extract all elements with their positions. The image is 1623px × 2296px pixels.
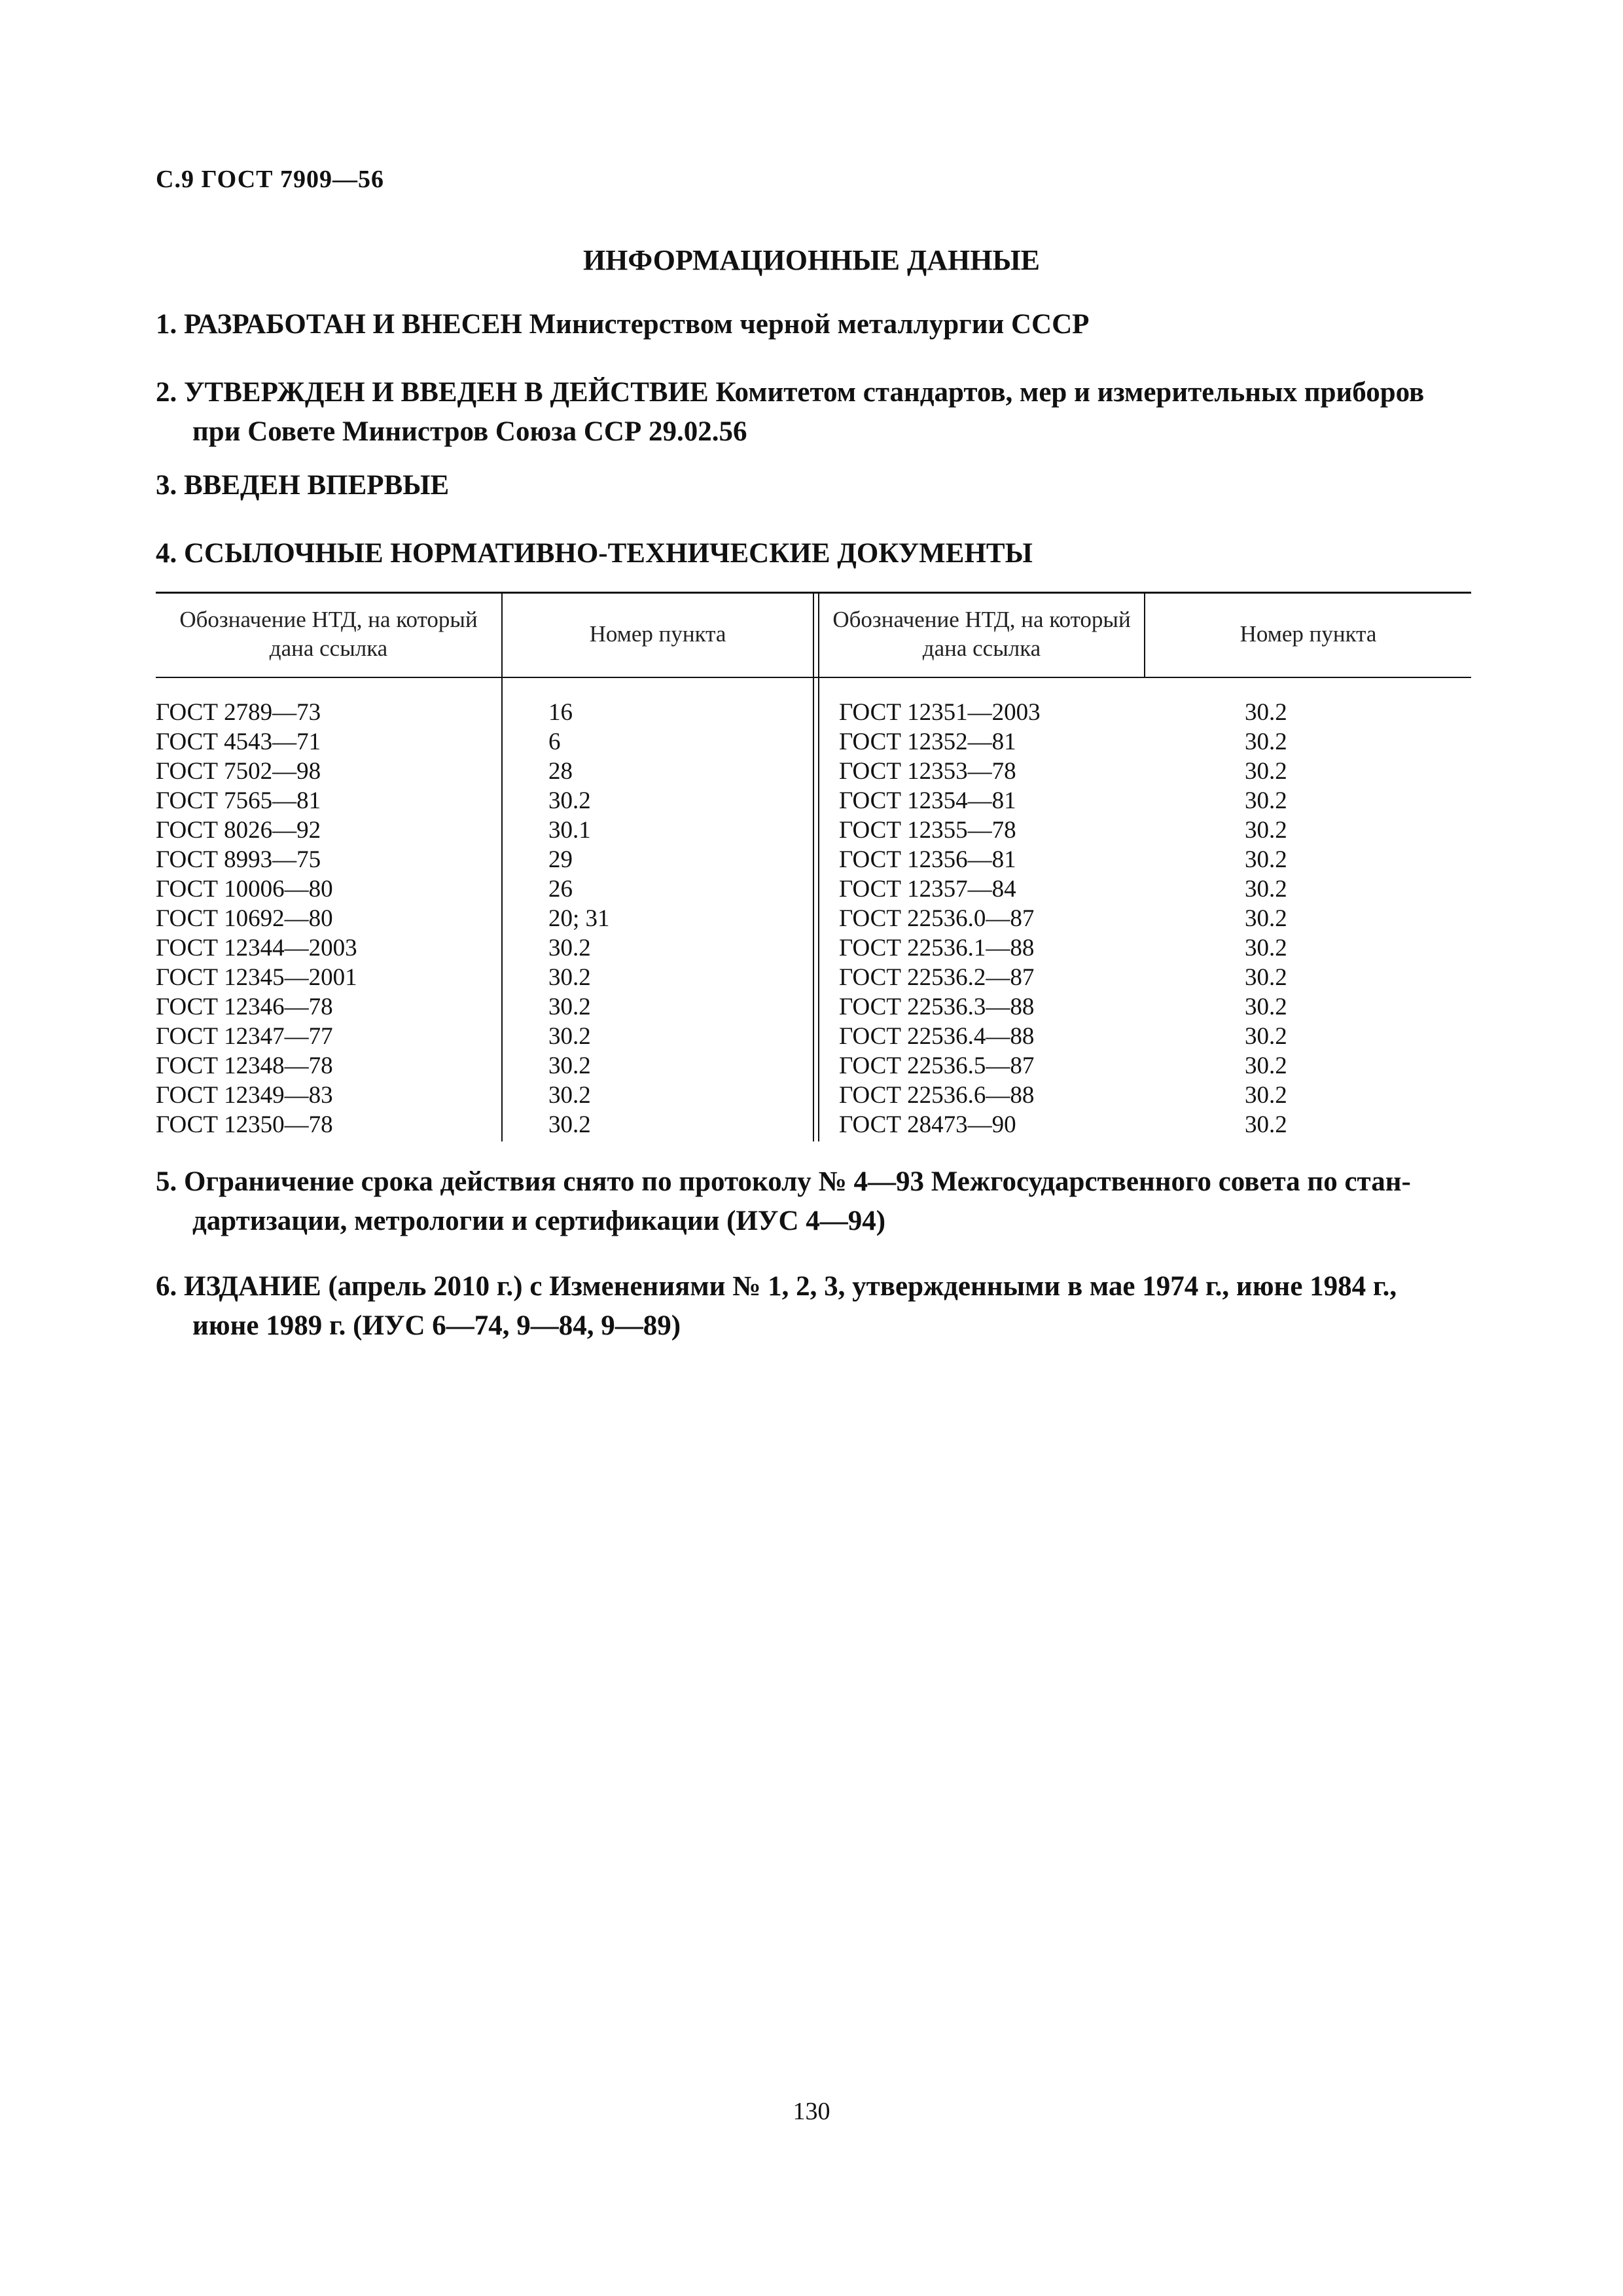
table-cell: ГОСТ 12346—78 (156, 994, 333, 1020)
table-cell: 20; 31 (548, 905, 610, 932)
col-right-doc (839, 698, 1041, 1139)
table-cell: 30.2 (548, 1023, 591, 1050)
section-5 (156, 1162, 1471, 1241)
table-cell: ГОСТ 12352—81 (839, 728, 1016, 755)
table-cell: 30.2 (1245, 817, 1287, 844)
section-1-text: Министерством черной металлургии СССР (522, 309, 1090, 340)
section-1 (156, 305, 1471, 344)
table-cell: 30.2 (1245, 905, 1287, 932)
page-number: 130 (793, 2098, 830, 2125)
table-cell: 30.2 (1245, 1111, 1287, 1138)
section-6-line2: июне 1989 г. (ИУС 6—74, 9—84, 9—89) (192, 1310, 681, 1341)
table-cell: 16 (548, 699, 573, 726)
table-cell: ГОСТ 22536.3—88 (839, 994, 1035, 1020)
table-cell: 30.2 (1245, 758, 1287, 785)
table-cell: 28 (548, 758, 573, 785)
table-divider (501, 592, 503, 1141)
table-cell: 30.2 (1245, 699, 1287, 726)
table-cell: 30.2 (548, 1052, 591, 1079)
table-cell: ГОСТ 7565—81 (156, 787, 321, 814)
table-cell: ГОСТ 22536.5—87 (839, 1052, 1035, 1079)
header-point-left: Номер пункта (589, 621, 726, 647)
page-header: С.9 ГОСТ 7909—56 (156, 166, 384, 193)
table-cell: ГОСТ 2789—73 (156, 699, 321, 726)
table-cell: 30.2 (1245, 994, 1287, 1020)
table-divider (818, 592, 819, 1141)
table-cell: 29 (548, 846, 573, 873)
section-4 (156, 534, 1471, 573)
section-2-lead: 2. УТВЕРЖДЕН И ВВЕДЕН В ДЕЙСТВИЕ (156, 377, 709, 408)
table-cell: 26 (548, 876, 573, 903)
table-cell: 30.2 (1245, 787, 1287, 814)
table-cell: ГОСТ 22536.2—87 (839, 964, 1035, 991)
header-point-right: Номер пункта (1240, 621, 1377, 647)
section-5-line1: 5. Ограничение срока действия снято по протоколу № 4—93 Межгосударственного совета по стан- (156, 1166, 1411, 1197)
table-cell: 30.2 (548, 1111, 591, 1138)
table-cell: 30.2 (1245, 1082, 1287, 1109)
table-cell: ГОСТ 12353—78 (839, 758, 1016, 785)
table-cell: ГОСТ 10006—80 (156, 876, 333, 903)
table-cell: 30.2 (548, 964, 591, 991)
table-cell: ГОСТ 8026—92 (156, 817, 321, 844)
table-cell: ГОСТ 12348—78 (156, 1052, 333, 1079)
table-cell: ГОСТ 12356—81 (839, 846, 1016, 873)
section-5-line2: дартизации, метрологии и сертификации (ИУС 4—94) (192, 1206, 886, 1236)
table-cell: ГОСТ 12347—77 (156, 1023, 333, 1050)
header-doc-right: Обозначение НТД, на который дана ссылка (832, 607, 1131, 661)
table-cell: ГОСТ 4543—71 (156, 728, 321, 755)
table-cell: ГОСТ 22536.6—88 (839, 1082, 1035, 1109)
table-cell: 30.2 (548, 1082, 591, 1109)
table-cell: 30.2 (1245, 876, 1287, 903)
table-cell: 30.1 (548, 817, 591, 844)
section-1-lead: 1. РАЗРАБОТАН И ВНЕСЕН (156, 309, 522, 340)
section-6-line1: 6. ИЗДАНИЕ (апрель 2010 г.) с Изменениями № 1, 2, 3, утвержденными в мае 1974 г., июне 1984 г., (156, 1271, 1397, 1302)
table-cell: 30.2 (1245, 846, 1287, 873)
table-cell: 30.2 (1245, 1052, 1287, 1079)
table-cell: 6 (548, 728, 561, 755)
section-2-text: Комитетом стандартов, мер и измерительных приборов (708, 377, 1425, 408)
table-cell: ГОСТ 12349—83 (156, 1082, 333, 1109)
table-cell: ГОСТ 22536.0—87 (839, 905, 1035, 932)
table-cell: ГОСТ 12355—78 (839, 817, 1016, 844)
section-4-lead: 4. ССЫЛОЧНЫЕ НОРМАТИВНО-ТЕХНИЧЕСКИЕ ДОКУМЕНТЫ (156, 538, 1033, 569)
table-cell: ГОСТ 28473—90 (839, 1111, 1016, 1138)
section-6 (156, 1267, 1471, 1346)
table-cell: 30.2 (548, 787, 591, 814)
table-cell: 30.2 (1245, 935, 1287, 961)
section-2 (156, 373, 1471, 452)
table-cell: 30.2 (548, 935, 591, 961)
table-cell: ГОСТ 10692—80 (156, 905, 333, 932)
table-cell: ГОСТ 22536.1—88 (839, 935, 1035, 961)
table-cell: 30.2 (1245, 1023, 1287, 1050)
table-cell: ГОСТ 12350—78 (156, 1111, 333, 1138)
section-3-lead: 3. ВВЕДЕН ВПЕРВЫЕ (156, 470, 450, 501)
table-divider (813, 592, 814, 1141)
section-3 (156, 466, 1471, 505)
table-cell: ГОСТ 12351—2003 (839, 699, 1041, 726)
references-table (156, 592, 1471, 1141)
col-left-point (548, 698, 610, 1139)
table-cell: ГОСТ 12354—81 (839, 787, 1016, 814)
table-cell: ГОСТ 12345—2001 (156, 964, 357, 991)
table-cell: ГОСТ 12344—2003 (156, 935, 357, 961)
table-cell: 30.2 (1245, 964, 1287, 991)
col-right-point (1245, 698, 1287, 1139)
table-cell: ГОСТ 22536.4—88 (839, 1023, 1035, 1050)
section-2-text-line2: при Совете Министров Союза ССР 29.02.56 (192, 416, 747, 447)
page-title: ИНФОРМАЦИОННЫЕ ДАННЫЕ (582, 244, 1041, 276)
table-cell: ГОСТ 12357—84 (839, 876, 1016, 903)
table-cell: 30.2 (1245, 728, 1287, 755)
table-cell: 30.2 (548, 994, 591, 1020)
table-cell: ГОСТ 7502—98 (156, 758, 321, 785)
header-doc-left: Обозначение НТД, на который дана ссылка (179, 607, 478, 661)
table-cell: ГОСТ 8993—75 (156, 846, 321, 873)
col-left-doc (156, 698, 357, 1139)
